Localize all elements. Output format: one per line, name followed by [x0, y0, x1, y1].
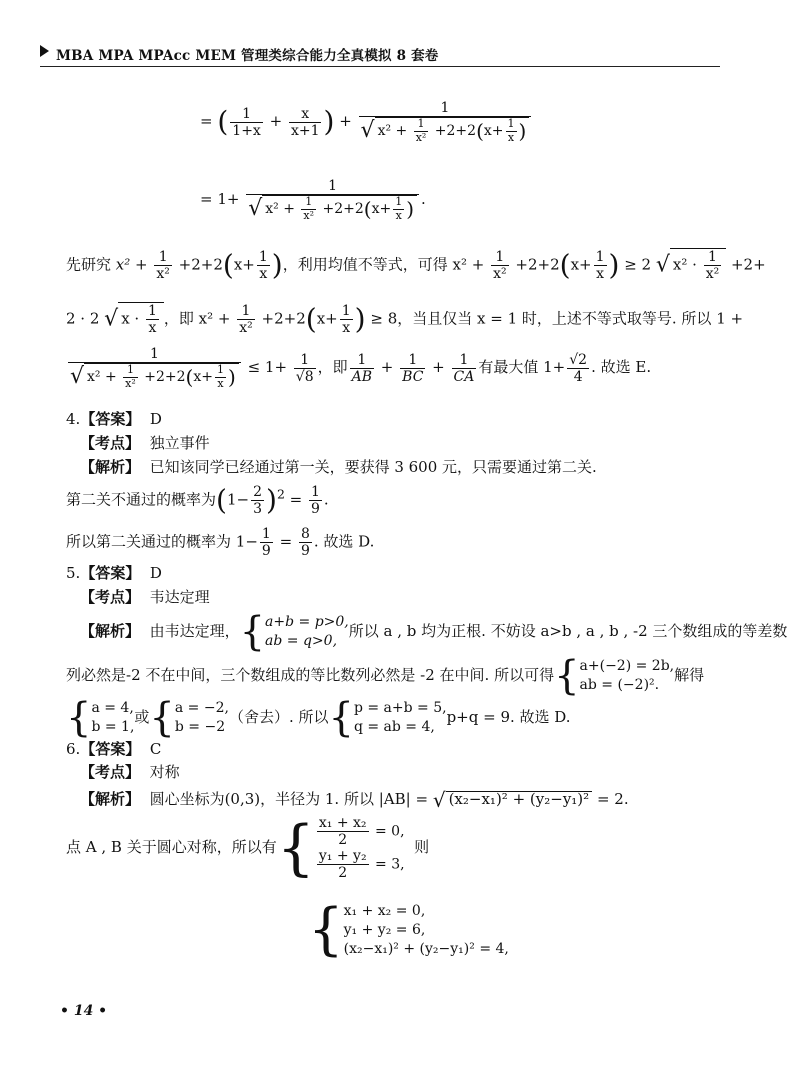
q6-answer: C [149, 740, 162, 758]
q5-point: 韦达定理 [149, 588, 210, 606]
q6-point: 对称 [149, 763, 180, 781]
q5-analysis-post: 所以 a , b 均为正根. 不妨设 a>b , a , b , -2 三个数组成的等差数 [348, 622, 788, 640]
triangle-marker-icon [40, 45, 49, 57]
q5-line2-post: 解得 [674, 666, 705, 684]
q6-system: {x₁ + x₂ = 0, y₁ + y₂ = 6, (x₂−x₁)² + (y₂−y₁)² = 4, [308, 897, 509, 963]
q6-analysis-label: 【解析】 [80, 790, 141, 808]
q5-or: 或 [134, 708, 150, 726]
q6-analysis-post: = 2. [596, 790, 629, 808]
q5-line2-text: 列必然是-2 不在中间，三个数组成的等比数列必然是 -2 在中间. 所以可得 [66, 666, 555, 684]
max-line: 1 √ x² + $\frac{1}{\text{x²}}$ +2+2(x+ $\frac{1}{x}$ ) ≤ 1+ $\frac{1}{√8}$ ，即 $\frac{1}{AB}$ + $\frac{1}{BC}$ + $\frac{1}{CA}$ 有最大值 1+ $\frac{√2}{4}$ . 故选 E. [70, 346, 652, 390]
q5-point-label: 【考点】 [80, 588, 141, 606]
header-rule [40, 66, 720, 67]
q6-point-label: 【考点】 [80, 763, 141, 781]
q4-number: 4. [66, 410, 81, 428]
q4-line-3: 所以第二关通过的概率为 1− $\frac{1}{9}$ = $\frac{8}{9}$ . 故选 D. [66, 526, 375, 560]
running-header [42, 44, 439, 64]
q6-then: 则 [414, 838, 430, 857]
text-max2: 有最大值 [478, 358, 539, 377]
research-line: 先研究 x² + $\frac{1}{\text{x²}}$ +2+2(x+ $\frac{1}{x}$ )，利用均值不等式，可得 x² + $\frac{1}{\text{x²}}$ +2+2(x+ $\frac{1}{x}$ ) ≥ 2 √ x² · $\frac{1}{\text{x²}}$ +2+ [66, 248, 766, 283]
q6-line2-text: 点 A , B 关于圆心对称，所以有 [66, 838, 277, 857]
q5-drop: （舍去）. 所以 [228, 708, 329, 726]
q4-point-label: 【考点】 [80, 434, 141, 452]
q5-line-3: {a = 4, b = 1,或{a = −2, b = −2（舍去）. 所以{p = a+b = 5, q = ab = 4,p+q = 9. 故选 D. [66, 695, 571, 741]
q5-line-2: 列必然是-2 不在中间，三个数组成的等比数列必然是 -2 在中间. 所以可得{a+(−2) = 2b, ab = (−2)².解得 [66, 653, 705, 699]
text-choose-e: . 故选 E. [591, 358, 652, 377]
q6-line-2: 点 A , B 关于圆心对称，所以有{ $\frac{\text{x₁ + x₂}}{2}$ = 0, $\frac{\text{y₁ + y₂}}{2}$ = 3, 则 [66, 813, 430, 884]
q4-line2-text: 第二关不通过的概率为 [66, 490, 217, 509]
q4-answer-label: 【答案】 [80, 410, 141, 428]
q4-answer: D [149, 410, 162, 428]
q6-point-row [80, 765, 180, 780]
q5-point-row [80, 590, 210, 605]
text-max: ，即 [317, 358, 348, 377]
q4-analysis: 已知该同学已经通过第一关，要获得 3 600 元，只需要通过第二关. [149, 458, 597, 476]
q4-point-row [80, 436, 210, 451]
q5-answer: D [149, 564, 162, 582]
q6-analysis-row: 【解析】 圆心坐标为(0,3)，半径为 1. 所以 |AB| = √ (x₂−x₁)² + (y₂−y₁)² = 2. [80, 788, 629, 812]
q6-answer-row [66, 742, 161, 757]
q4-point: 独立事件 [149, 434, 210, 452]
q4-analysis-row [80, 460, 597, 475]
q5-analysis-label: 【解析】 [80, 622, 141, 640]
text-ineq: ，利用均值不等式，可得 [282, 255, 448, 274]
page-number: • 14 • [60, 1003, 108, 1019]
q4-line-2: 第二关不通过的概率为(1− $\frac{2}{3}$ )$^2$ = $\frac{1}{9}$ . [66, 483, 329, 518]
q4-analysis-label: 【解析】 [80, 458, 141, 476]
header-title: MBA MPA MPAcc MEM 管理类综合能力全真模拟 8 套卷 [56, 48, 439, 64]
q5-number: 5. [66, 564, 81, 582]
q5-conclusion: p+q = 9. 故选 D. [446, 708, 571, 726]
q4-choose-d: . 故选 D. [313, 532, 375, 551]
equation-line-1: = ( $\frac{1}{1+x}$ + $\frac{x}{x+1}$ ) + 1 √ x² + $\frac{1}{\text{x²}}$ +2+2(x+ $\frac{1}{x}$ ) [200, 100, 533, 144]
q5-analysis-row: 【解析】 由韦达定理，{a+b = p>0, ab = q>0,所以 a , b 均为正根. 不妨设 a>b , a , b , -2 三个数组成的等差数 [80, 609, 788, 655]
ineq-line-2: 2 · 2 √ x · $\frac{1}{x}$ ，即 x² + $\frac{1}{\text{x²}}$ +2+2(x+ $\frac{1}{x}$ ) ≥ 8，当且仅当 x = 1 时，上述不等式取等号. 所以 1 + [66, 302, 744, 337]
equation-line-2: = 1+ 1 √ x² + $\frac{1}{\text{x²}}$ +2+2(x+ $\frac{1}{x}$ ) . [200, 178, 426, 222]
q5-analysis-pre: 由韦达定理， [149, 622, 240, 640]
q4-line3-text: 所以第二关通过的概率为 [66, 532, 232, 551]
text-research: 先研究 [66, 255, 112, 274]
q5-answer-row [66, 566, 162, 581]
q6-number: 6. [66, 740, 81, 758]
q4-answer-row [66, 412, 162, 427]
q6-answer-label: 【答案】 [80, 740, 141, 758]
text-eq-cond: ，当且仅当 x = 1 时，上述不等式取等号. 所以 1 + [397, 309, 744, 328]
q6-analysis: 圆心坐标为(0,3)，半径为 1. 所以 |AB| = [149, 790, 429, 808]
q5-answer-label: 【答案】 [80, 564, 141, 582]
